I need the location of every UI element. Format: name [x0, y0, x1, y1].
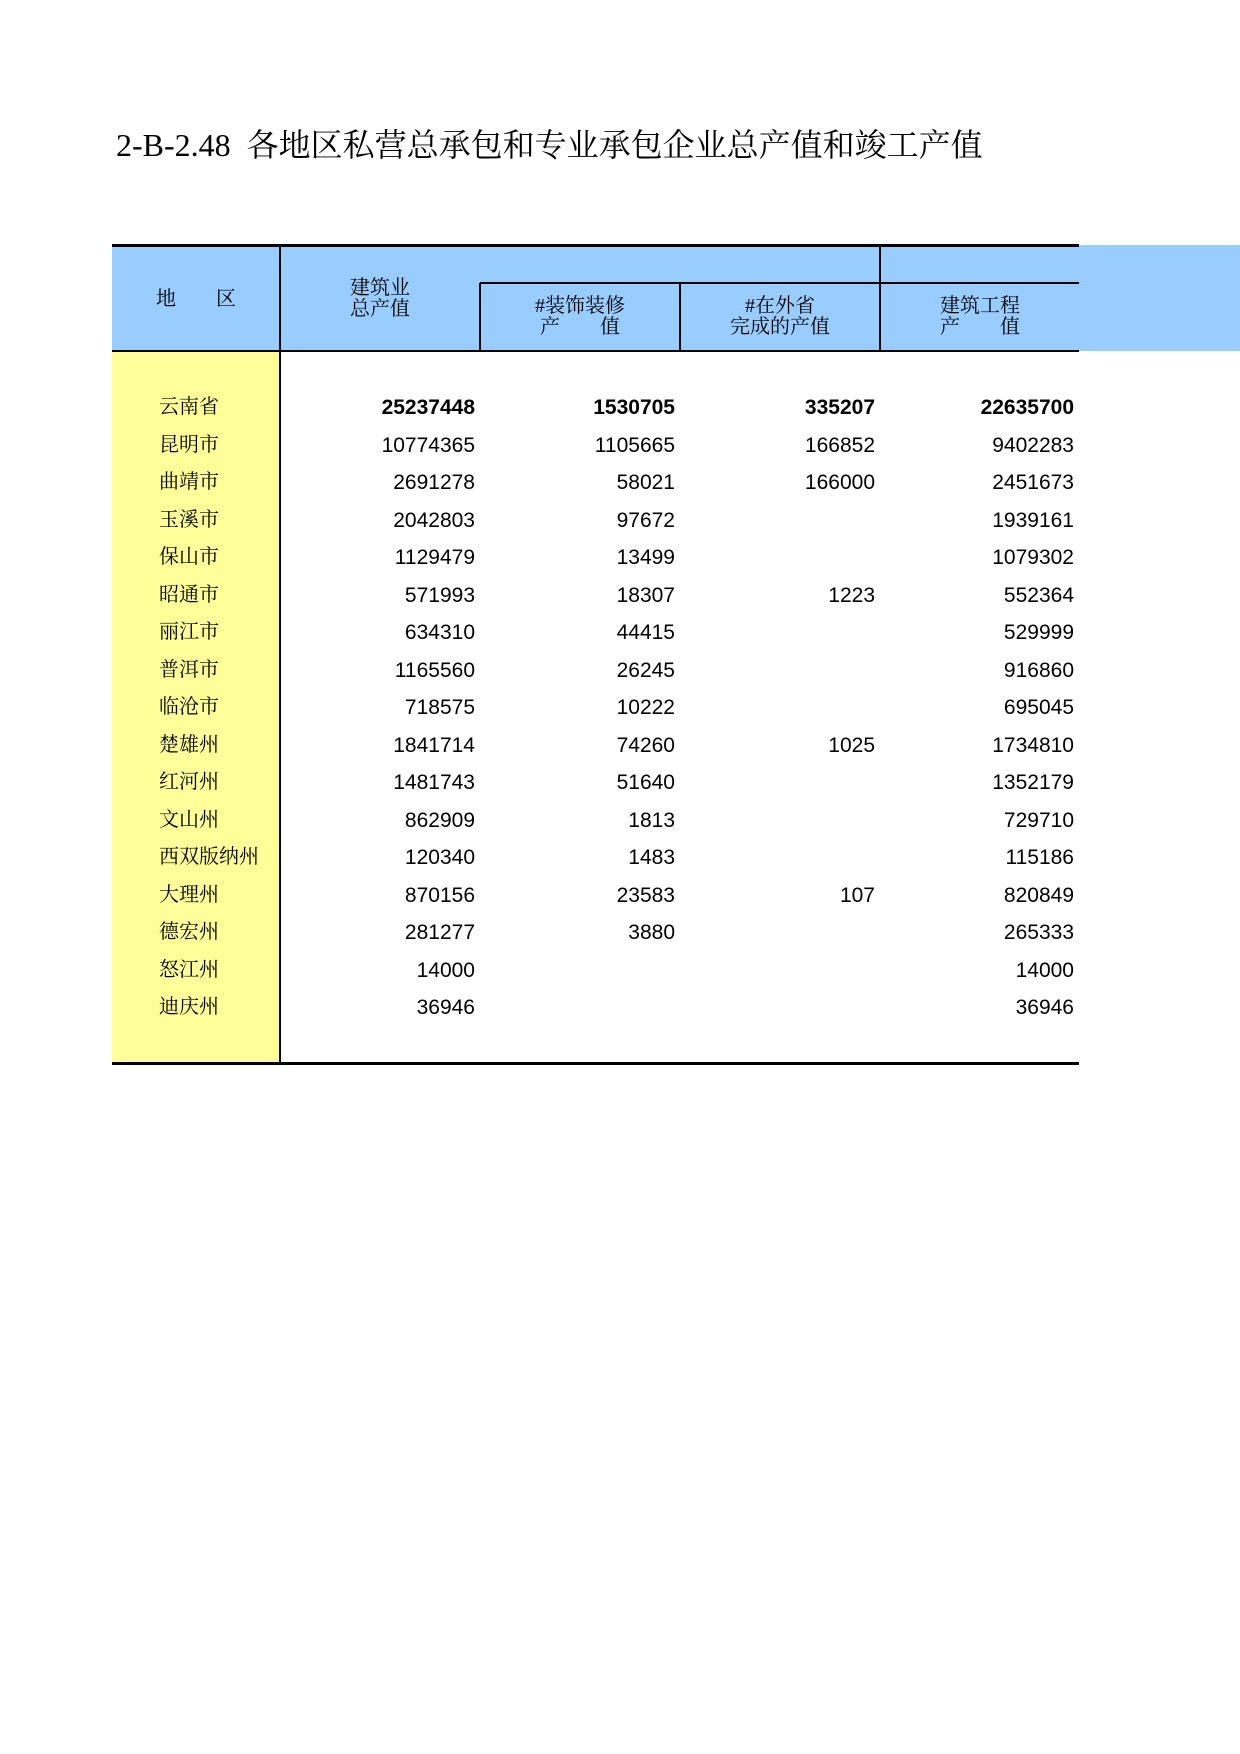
- total-output-cell: 718575: [404, 696, 475, 719]
- total-output-cell: 862909: [404, 808, 475, 832]
- table-row: [112, 727, 1079, 765]
- decoration-output-cell: [480, 952, 675, 990]
- construction-output-cell: 265333: [1003, 921, 1074, 944]
- total-output-cell: 571993: [404, 583, 475, 607]
- total-output-cell: 1165560: [394, 658, 475, 682]
- out-of-province-output-cell: 107: [839, 883, 875, 907]
- subheader-rule: [480, 282, 1079, 284]
- region-name-cell: 玉溪市: [159, 508, 219, 531]
- table-body: [112, 389, 1079, 1029]
- table-top-rule: [112, 244, 1079, 247]
- table-row: [112, 839, 1079, 877]
- region-name-cell: 保山市: [159, 546, 219, 568]
- region-name-cell: 昆明市: [159, 433, 219, 456]
- region-name-cell: 大理州: [159, 883, 219, 906]
- header-label-line: 地 区: [156, 287, 236, 310]
- decoration-output-cell: 44415: [616, 621, 675, 644]
- page-title: 2-B-2.48 各地区私营总承包和专业承包企业总产值和竣工产值: [116, 127, 983, 163]
- construction-output-cell: 36946: [1015, 996, 1074, 1019]
- table-row: [112, 502, 1079, 540]
- table-row: [112, 464, 1079, 502]
- construction-output-cell: 115186: [1005, 846, 1074, 869]
- column-divider: [679, 283, 681, 351]
- out-of-province-output-cell: [680, 689, 875, 727]
- out-of-province-output-cell: [680, 989, 875, 1027]
- region-name-cell: 红河州: [159, 771, 219, 793]
- construction-output-cell: 1734810: [992, 733, 1074, 757]
- decoration-output-cell: 1483: [628, 846, 675, 869]
- out-of-province-output-cell: [680, 914, 875, 952]
- out-of-province-output-cell: [680, 952, 875, 990]
- header-out-of-province-output: [681, 284, 879, 350]
- table-row: [112, 614, 1079, 652]
- construction-output-cell: 9402283: [992, 433, 1074, 457]
- region-name-cell: 临沧市: [159, 696, 219, 718]
- region-name-cell: 昭通市: [159, 583, 219, 606]
- region-name-cell: 怒江州: [159, 958, 219, 981]
- total-output-cell: 1129479: [394, 546, 475, 569]
- total-output-cell: 14000: [416, 958, 475, 982]
- region-name-cell: 丽江市: [159, 621, 219, 643]
- column-divider: [479, 283, 481, 351]
- decoration-output-cell: 1813: [628, 808, 675, 832]
- total-output-cell: 2691278: [393, 471, 475, 494]
- out-of-province-output-cell: [680, 802, 875, 840]
- header-label-line: 总产值: [350, 298, 410, 320]
- table-bottom-rule: [112, 1062, 1079, 1065]
- total-output-cell: 2042803: [393, 508, 475, 532]
- table-row: [112, 427, 1079, 465]
- total-output-cell: 281277: [404, 921, 475, 944]
- construction-output-cell: 1079302: [992, 546, 1074, 569]
- header-label-line: #在外省: [745, 295, 815, 317]
- table-row: [112, 689, 1079, 727]
- decoration-output-cell: 51640: [616, 771, 675, 794]
- header-total-output: [281, 247, 479, 351]
- header-decoration-output: [481, 284, 679, 350]
- region-name-cell: 楚雄州: [159, 733, 219, 756]
- header-label-line: #装饰装修: [535, 295, 625, 317]
- out-of-province-output-cell: 166852: [804, 433, 875, 457]
- table-row: [112, 539, 1079, 577]
- construction-output-cell: 695045: [1003, 696, 1074, 719]
- decoration-output-cell: 58021: [616, 471, 675, 494]
- column-divider: [279, 246, 281, 1063]
- region-name-cell: 西双版纳州: [159, 846, 259, 868]
- decoration-output-cell: 13499: [616, 546, 675, 569]
- header-label-line: 建筑工程: [940, 295, 1020, 317]
- header-label-line: 产 值: [540, 316, 620, 338]
- decoration-output-cell: 97672: [616, 508, 675, 532]
- table-row: [112, 652, 1079, 690]
- region-name-cell: 云南省: [159, 396, 219, 418]
- out-of-province-output-cell: 166000: [804, 471, 875, 494]
- construction-output-cell: 916860: [1003, 658, 1074, 682]
- construction-output-cell: 2451673: [992, 471, 1074, 494]
- total-output-cell: 120340: [404, 846, 475, 869]
- table-row: [112, 989, 1079, 1027]
- table-row: [112, 764, 1079, 802]
- out-of-province-output-cell: [680, 839, 875, 877]
- construction-output-cell: 1939161: [992, 508, 1074, 532]
- construction-output-cell: 729710: [1003, 808, 1074, 832]
- total-output-cell: 36946: [416, 996, 475, 1019]
- decoration-output-cell: 1530705: [593, 396, 675, 419]
- construction-output-cell: 1352179: [992, 771, 1074, 794]
- decoration-output-cell: 26245: [616, 658, 675, 682]
- column-divider: [879, 246, 881, 351]
- table-row: [112, 914, 1079, 952]
- region-name-cell: 迪庆州: [159, 996, 219, 1018]
- total-output-cell: 25237448: [381, 396, 475, 419]
- table-row: [112, 577, 1079, 615]
- out-of-province-output-cell: [680, 539, 875, 577]
- total-output-cell: 1481743: [393, 771, 475, 794]
- region-name-cell: 曲靖市: [159, 471, 219, 493]
- region-name-cell: 德宏州: [159, 921, 219, 943]
- decoration-output-cell: 23583: [616, 883, 675, 907]
- decoration-output-cell: 1105665: [594, 433, 675, 457]
- out-of-province-output-cell: [680, 764, 875, 802]
- header-label-line: 建筑业: [350, 277, 410, 299]
- out-of-province-output-cell: 335207: [804, 396, 875, 419]
- decoration-output-cell: 10222: [616, 696, 675, 719]
- construction-output-cell: 552364: [1003, 583, 1074, 607]
- construction-output-cell: 22635700: [980, 396, 1074, 419]
- decoration-output-cell: 3880: [628, 921, 675, 944]
- total-output-cell: 634310: [404, 621, 475, 644]
- decoration-output-cell: 74260: [616, 733, 675, 757]
- header-construction-output: [881, 284, 1079, 350]
- decoration-output-cell: 18307: [616, 583, 675, 607]
- region-name-cell: 普洱市: [159, 658, 219, 681]
- total-output-cell: 1841714: [393, 733, 475, 757]
- construction-output-cell: 529999: [1003, 621, 1074, 644]
- table-row: [112, 389, 1079, 427]
- out-of-province-output-cell: 1025: [828, 733, 875, 757]
- total-output-cell: 870156: [404, 883, 475, 907]
- header-bottom-rule: [112, 350, 1079, 352]
- header-label-line: 产 值: [940, 316, 1020, 338]
- header-region: [112, 247, 280, 351]
- out-of-province-output-cell: 1223: [828, 583, 875, 607]
- out-of-province-output-cell: [680, 614, 875, 652]
- region-name-cell: 文山州: [159, 808, 219, 831]
- header-label-line: 完成的产值: [730, 316, 830, 338]
- construction-output-cell: 14000: [1015, 958, 1074, 982]
- construction-output-cell: 820849: [1003, 883, 1074, 907]
- table-row: [112, 877, 1079, 915]
- out-of-province-output-cell: [680, 502, 875, 540]
- table-row: [112, 952, 1079, 990]
- total-output-cell: 10774365: [381, 433, 475, 457]
- out-of-province-output-cell: [680, 652, 875, 690]
- decoration-output-cell: [480, 989, 675, 1027]
- table-row: [112, 802, 1079, 840]
